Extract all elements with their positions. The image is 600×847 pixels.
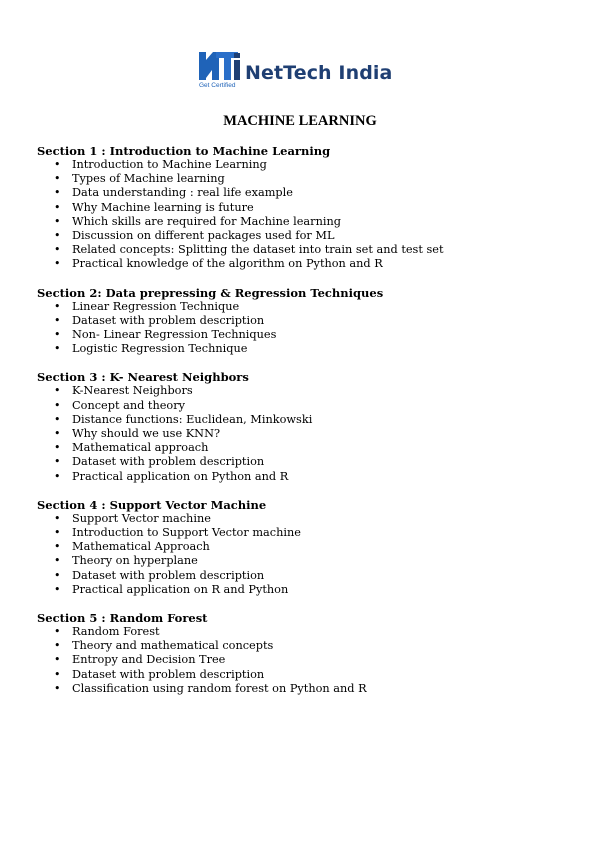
list-item: • Introduction to Support Vector machine xyxy=(37,526,577,540)
list-item: • Introduction to Machine Learning xyxy=(37,158,577,172)
list-item: • Random Forest xyxy=(37,625,577,639)
list-item: • Dataset with problem description xyxy=(37,314,577,328)
list-item: • K-Nearest Neighbors xyxy=(37,384,577,398)
list-item: • Theory and mathematical concepts xyxy=(37,639,577,653)
page-title: MACHINE LEARNING xyxy=(223,113,377,129)
list-item: • Related concepts: Splitting the dataset into train set and test set xyxy=(37,243,577,257)
list-item: • Dataset with problem description xyxy=(37,455,577,469)
list-item: • Data understanding : real life example xyxy=(37,186,577,200)
section-items xyxy=(37,158,577,272)
section-title: Section 5 : Random Forest xyxy=(37,611,208,626)
section-items xyxy=(37,512,577,597)
nti-logo-icon xyxy=(198,50,242,84)
list-item: • Distance functions: Euclidean, Minkowski xyxy=(37,413,577,427)
list-item: • Why Machine learning is future xyxy=(37,201,577,215)
section-1 xyxy=(37,144,577,272)
list-item: • Classification using random forest on Python and R xyxy=(37,682,577,696)
list-item: • Which skills are required for Machine learning xyxy=(37,215,577,229)
list-item: • Practical application on Python and R xyxy=(37,470,577,484)
list-item: • Non- Linear Regression Techniques xyxy=(37,328,577,342)
list-item: • Practical knowledge of the algorithm on Python and R xyxy=(37,257,577,271)
section-4 xyxy=(37,498,577,597)
list-item: • Theory on hyperplane xyxy=(37,554,577,568)
logo-tagline: Get Certified xyxy=(199,82,236,89)
list-item: • Dataset with problem description xyxy=(37,569,577,583)
nettech-logo xyxy=(198,50,418,94)
section-title: Section 3 : K- Nearest Neighbors xyxy=(37,370,249,385)
section-title: Section 4 : Support Vector Machine xyxy=(37,497,267,512)
list-item: • Concept and theory xyxy=(37,399,577,413)
section-5 xyxy=(37,611,577,696)
list-item: • Discussion on different packages used for ML xyxy=(37,229,577,243)
section-items xyxy=(37,300,577,357)
syllabus-sections xyxy=(37,144,577,710)
list-item: • Entropy and Decision Tree xyxy=(37,653,577,667)
section-title: Section 2: Data prepressing & Regression Techniques xyxy=(37,285,384,300)
list-item: • Logistic Regression Technique xyxy=(37,342,577,356)
list-item: • Dataset with problem description xyxy=(37,668,577,682)
list-item: • Mathematical Approach xyxy=(37,540,577,554)
section-2 xyxy=(37,286,577,357)
list-item: • Practical application on R and Python xyxy=(37,583,577,597)
section-items xyxy=(37,384,577,483)
list-item: • Support Vector machine xyxy=(37,512,577,526)
section-title: Section 1 : Introduction to Machine Learning xyxy=(37,144,331,158)
list-item: • Types of Machine learning xyxy=(37,172,577,186)
list-item: • Mathematical approach xyxy=(37,441,577,455)
list-item: • Linear Regression Technique xyxy=(37,300,577,314)
list-item: • Why should we use KNN? xyxy=(37,427,577,441)
section-items xyxy=(37,625,577,696)
section-3 xyxy=(37,370,577,483)
logo-wordmark: NetTech India xyxy=(245,62,393,84)
